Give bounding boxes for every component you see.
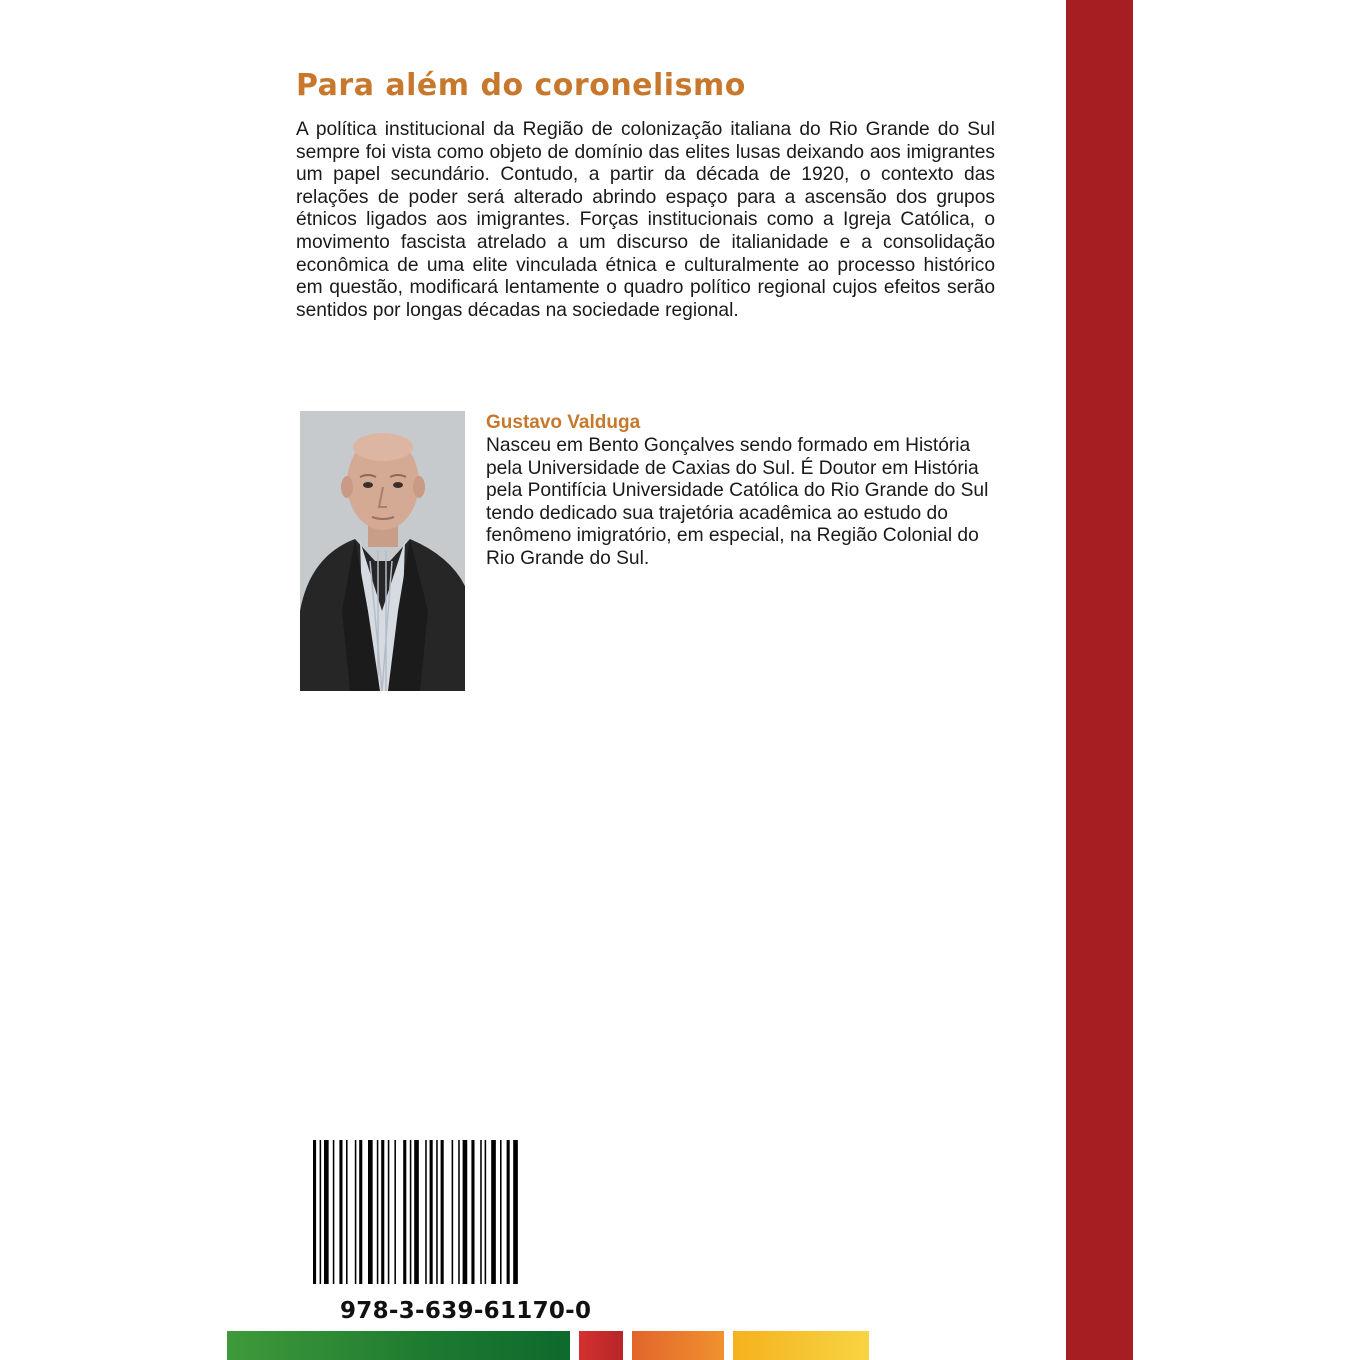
book-blurb: A política institucional da Região de colonização italiana do Rio Grande do Sul sempre foi vista como objeto de domínio das elites lusas deixando aos imigrantes um papel secundário. Contudo, a partir da década de 1920, o contexto das relações de poder será alterado abrindo espaço para a ascensão dos grupos étnicos ligados aos imigrantes. Forças institucionais como a Igreja Católica, o movimento fascista atrelado a um discurso de italianidade e a consolidação econômica de uma elite vinculada étnica e culturalmente ao processo histórico em questão, modificará lentamente o quadro político regional cujos efeitos serão sentidos por longas décadas na sociedade regional. — [296, 119, 995, 321]
author-bio: Nasceu em Bento Gonçalves sendo formado em História pela Universidade de Caxias do Sul. É Doutor em História pela Pontifícia Universidade Católica do Rio Grande do Sul tendo dedicado sua trajetória acadêmica ao estudo do fenômeno imigratório, em especial, na Região Colonial do Rio Grande do Sul. — [486, 435, 989, 569]
author-name: Gustavo Valduga — [486, 412, 641, 433]
color-band-orange — [632, 1331, 724, 1360]
color-band-green — [227, 1331, 570, 1360]
color-band-yellow — [733, 1331, 869, 1360]
isbn-number: 978-3-639-61170-0 — [340, 1298, 592, 1324]
book-title: Para além do coronelismo — [296, 68, 746, 103]
author-photo — [300, 411, 465, 691]
book-spine-stripe — [1066, 0, 1133, 1360]
author-portrait-icon — [300, 411, 465, 691]
isbn-barcode — [313, 1140, 579, 1284]
color-band-red — [579, 1331, 623, 1360]
